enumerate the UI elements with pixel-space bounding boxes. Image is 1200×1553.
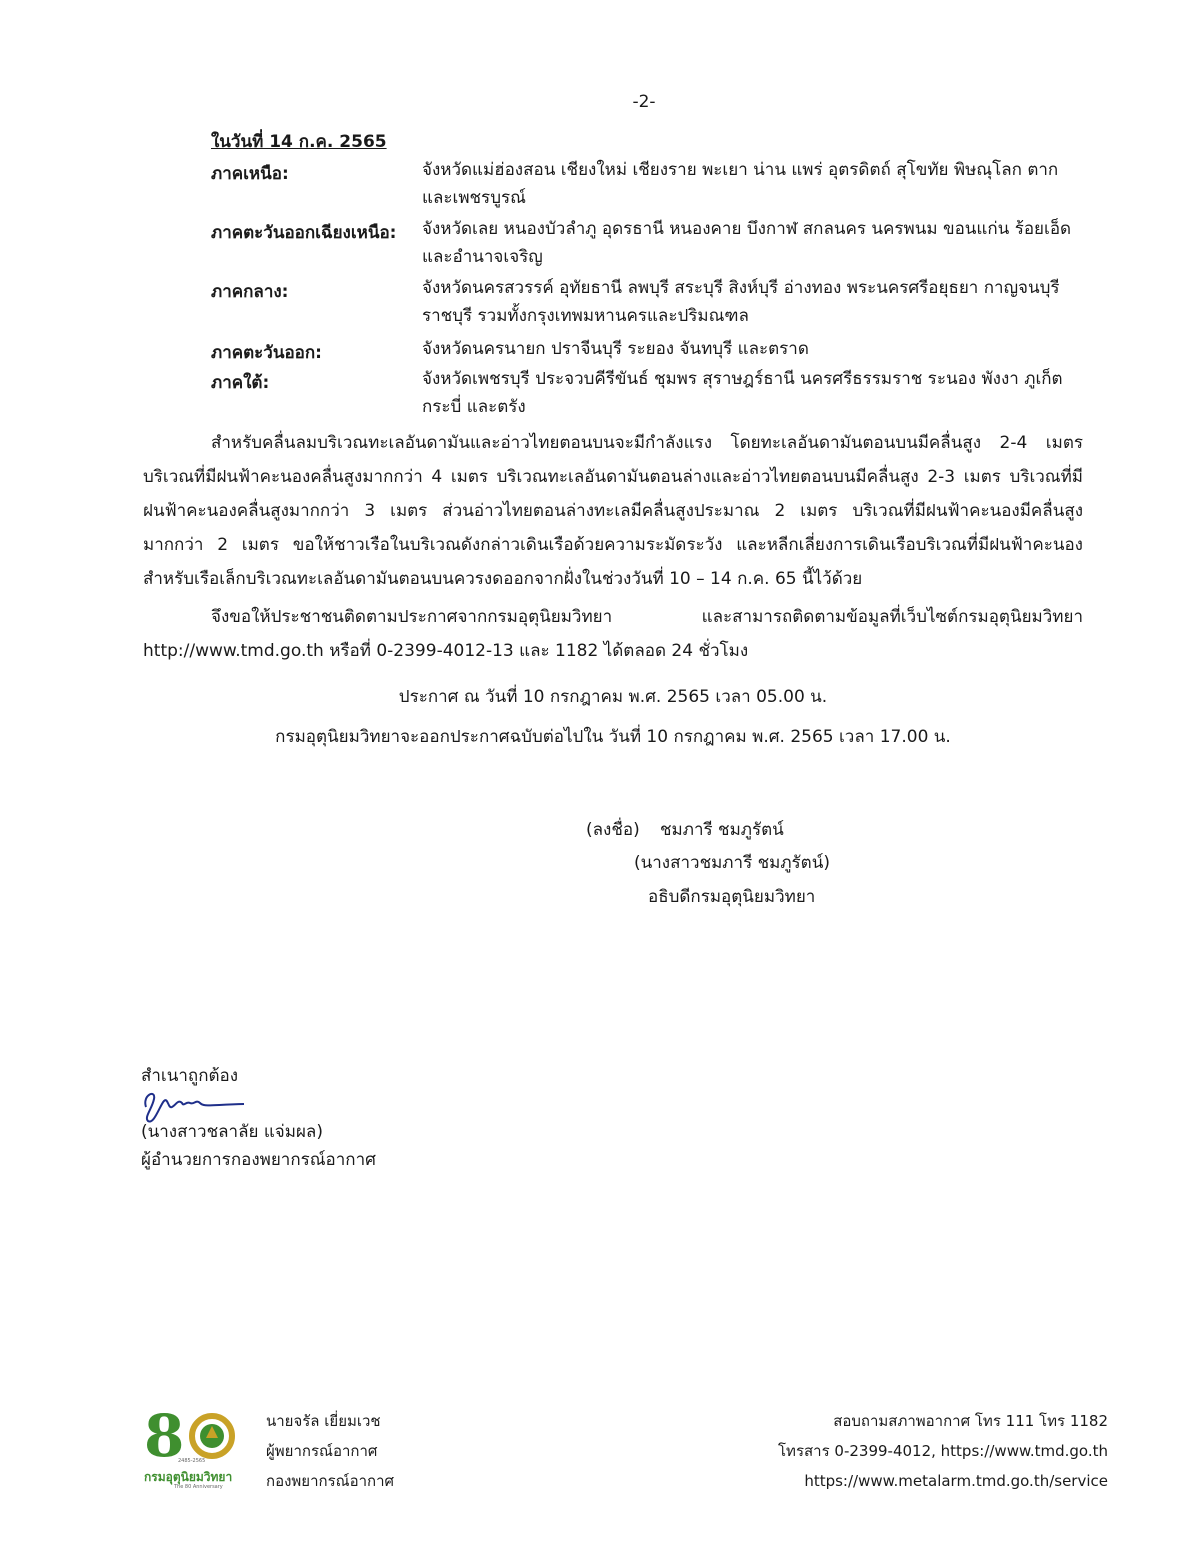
date-heading: ในวันที่ 14 ก.ค. 2565 xyxy=(211,132,387,152)
follow-paragraph: จึงขอให้ประชาชนติดตามประกาศจากกรมอุตุนิยมวิทยา และสามารถติดตามข้อมูลที่เว็บไซต์กรมอุตุนิยมวิทยา http://www.tmd.go.th หรือที่ 0-2399-4012-13 และ 1182 ได้ตลอด 24 ชั่วโมง xyxy=(143,607,1083,661)
signed-label: (ลงชื่อ) xyxy=(586,820,640,840)
announce-line: ประกาศ ณ วันที่ 10 กรกฎาคม พ.ศ. 2565 เวลา 05.00 น. xyxy=(398,687,828,707)
next-announce-line: กรมอุตุนิยมวิทยาจะออกประกาศฉบับต่อไปใน วันที่ 10 กรกฎาคม พ.ศ. 2565 เวลา 17.00 น. xyxy=(275,727,951,747)
region-label-central: ภาคกลาง: xyxy=(211,282,289,302)
signed-name: ชมภารี ชมภูรัตน์ xyxy=(660,820,784,840)
footer-forecaster-title: ผู้พยากรณ์อากาศ xyxy=(266,1442,378,1460)
region-label-south: ภาคใต้: xyxy=(211,373,270,393)
region-text-north: จังหวัดแม่ฮ่องสอน เชียงใหม่ เชียงราย พะเยา น่าน แพร่ อุตรดิตถ์ สุโขทัย พิษณุโลก ตาก และเพชรบูรณ์ xyxy=(422,160,1059,208)
svg-text:8: 8 xyxy=(144,1402,185,1470)
signer-position: อธิบดีกรมอุตุนิยมวิทยา xyxy=(648,887,816,907)
certified-position: ผู้อำนวยการกองพยากรณ์อากาศ xyxy=(141,1150,376,1170)
footer-fax-website: โทรสาร 0-2399-4012, https://www.tmd.go.th xyxy=(778,1442,1108,1460)
region-text-northeast: จังหวัดเลย หนองบัวลำภู อุดรธานี หนองคาย บึงกาฬ สกลนคร นครพนม ขอนแก่น ร้อยเอ็ด และอำนาจเจริญ xyxy=(422,219,1072,267)
region-label-north: ภาคเหนือ: xyxy=(211,164,289,184)
region-text-east: จังหวัดนครนายก ปราจีนบุรี ระยอง จันทบุรี และตราด xyxy=(422,339,809,359)
region-label-east: ภาคตะวันออก: xyxy=(211,343,322,363)
waves-paragraph: สำหรับคลื่นลมบริเวณทะเลอันดามันและอ่าวไทยตอนบนจะมีกำลังแรง โดยทะเลอันดามันตอนบนมีคลื่นสูง 2-4 เมตร บริเวณที่มีฝนฟ้าคะนองคลื่นสูงมากกว่า 4 เมตร บริเวณทะเลอันดามันตอนล่างและอ่าวไทยตอนบนมีคลื่นสูง 2-3 เมตร บริเวณที่มีฝนฟ้าคะนองคลื่นสูงมากกว่า 3 เมตร ส่วนอ่าวไทยตอนล่างทะเลมีคลื่นสูงประมาณ 2 เมตร บริเวณที่มีฝนฟ้าคะนองมีคลื่นสูงมากกว่า 2 เมตร ขอให้ชาวเรือในบริเวณดังกล่าวเดินเรือด้วยความระมัดระวัง และหลีกเลี่ยงการเดินเรือบริเวณที่มีฝนฟ้าคะนอง สำหรับเรือเล็กบริเวณทะเลอันดามันตอนบนควรงดออกจากฝั่งในช่วงวันที่ 10 – 14 ก.ค. 65 นี้ไว้ด้วย xyxy=(143,433,1083,589)
region-text-south: จังหวัดเพชรบุรี ประจวบคีรีขันธ์ ชุมพร สุราษฎร์ธานี นครศรีธรรมราช ระนอง พังงา ภูเก็ต กระบี่ และตรัง xyxy=(422,369,1063,417)
footer-division: กองพยากรณ์อากาศ xyxy=(266,1472,395,1490)
footer-weather-hotline: สอบถามสภาพอากาศ โทร 111 โทร 1182 xyxy=(833,1412,1108,1430)
certified-label: สำเนาถูกต้อง xyxy=(141,1066,239,1086)
signer-full-name: (นางสาวชมภารี ชมภูรัตน์) xyxy=(634,853,830,873)
tmd-80th-anniversary-logo xyxy=(140,1400,240,1492)
footer-metalarm-link[interactable]: https://www.metalarm.tmd.go.th/service xyxy=(804,1472,1108,1490)
footer-forecaster-name: นายจรัล เยี่ยมเวช xyxy=(266,1412,381,1430)
logo-subtext: The 80 Anniversary xyxy=(174,1484,223,1490)
logo-years: 2485-2565 xyxy=(178,1458,206,1464)
page-number: -2- xyxy=(632,92,656,112)
logo-text: กรมอุตุนิยมวิทยา xyxy=(144,1470,233,1484)
region-text-central: จังหวัดนครสวรรค์ อุทัยธานี ลพบุรี สระบุรี สิงห์บุรี อ่างทอง พระนครศรีอยุธยา กาญจนบุรี ราชบุรี รวมทั้งกรุงเทพมหานครและปริมณฑล xyxy=(422,278,1060,326)
region-label-northeast: ภาคตะวันออกเฉียงเหนือ: xyxy=(211,223,397,243)
certified-name: (นางสาวชลาลัย แจ่มผล) xyxy=(141,1122,323,1142)
